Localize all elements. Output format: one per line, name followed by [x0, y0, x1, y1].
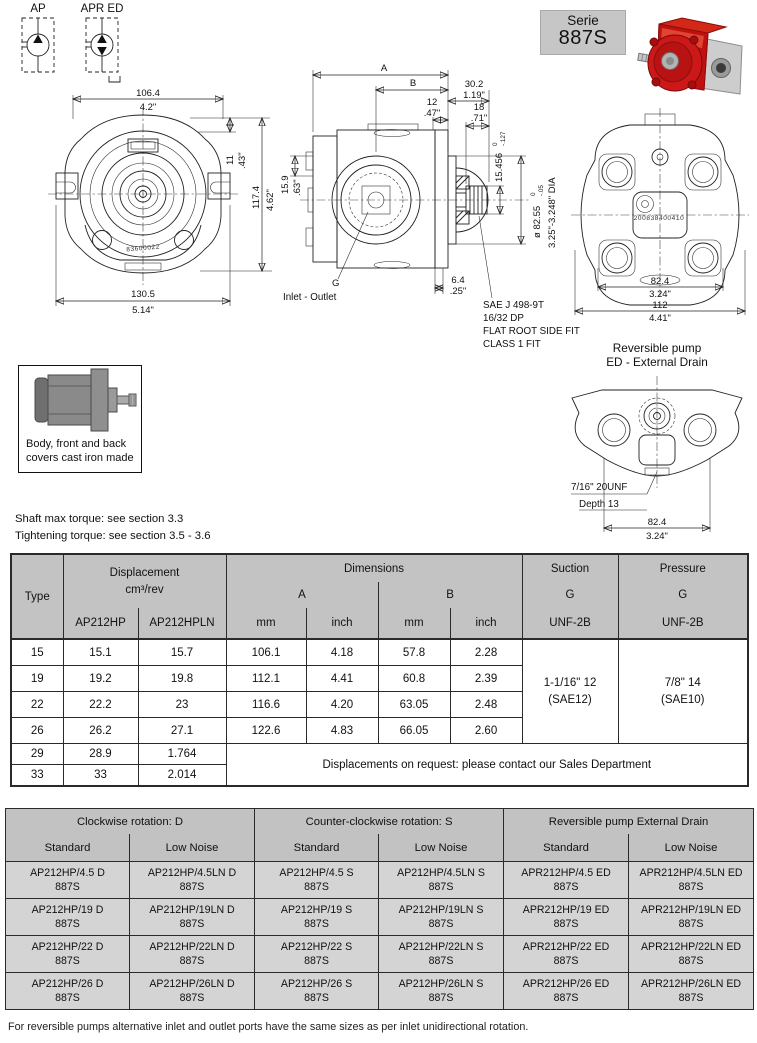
side-dim-30-2	[448, 79, 489, 182]
shaft-torque-note: Shaft max torque: see section 3.3	[15, 513, 184, 525]
svg-text:CLASS 1 FIT: CLASS 1 FIT	[483, 339, 541, 350]
table-row: 22 22.2 23 116.6 4.20 63.05 2.48	[11, 692, 748, 718]
apred-pump-symbol-icon	[86, 18, 120, 82]
sub-low-noise: Low Noise	[629, 834, 754, 862]
sub-standard: Standard	[504, 834, 629, 862]
svg-text:3.24": 3.24"	[646, 531, 668, 542]
group-counter-clockwise: Counter-clockwise rotation: S	[255, 809, 504, 835]
col-b: B	[378, 582, 522, 608]
front-dim-width	[73, 88, 223, 119]
svg-text:82.4: 82.4	[650, 276, 670, 287]
cast-iron-note-box	[18, 365, 142, 473]
table-row	[6, 936, 754, 973]
order-code: AP212HP/4.5LN S 887S	[379, 862, 504, 899]
ordering-code-table	[5, 808, 753, 1010]
side-dim-18	[466, 102, 489, 184]
svg-text:SAE J 498-9T: SAE J 498-9T	[483, 300, 544, 311]
order-code: AP212HP/19 S 887S	[255, 899, 379, 936]
order-code: AP212HP/26LN D 887S	[130, 973, 255, 1010]
col-pressure-g: G	[618, 582, 748, 608]
col-displacement: Displacement cm³/rev	[63, 554, 226, 608]
svg-text:3.25"-3.248" DIA: 3.25"-3.248" DIA	[547, 177, 558, 248]
svg-text:112: 112	[652, 300, 668, 311]
hydraulic-symbols	[8, 0, 136, 92]
col-a-mm: mm	[226, 608, 306, 639]
sub-standard: Standard	[255, 834, 379, 862]
svg-text:6.4: 6.4	[451, 275, 465, 286]
order-code: APR212HP/4.5 ED 887S	[504, 862, 629, 899]
svg-text:16/32 DP: 16/32 DP	[483, 313, 524, 324]
cast-iron-pump-icon	[19, 366, 139, 434]
table-row: 15 15.1 15.7 106.1 4.18 57.8 2.28 1-1/16" 12 (SAE12) 7/8" 14 (SAE10)	[11, 639, 748, 666]
group-reversible: Reversible pump External Drain	[504, 809, 754, 835]
svg-text:-.05: -.05	[538, 185, 545, 196]
svg-text:117.4: 117.4	[251, 185, 262, 209]
svg-text:Inlet - Outlet: Inlet - Outlet	[283, 292, 337, 303]
pressure-value: 7/8" 14 (SAE10)	[618, 639, 748, 744]
svg-text:.43": .43"	[237, 152, 248, 169]
svg-text:15.9: 15.9	[280, 175, 291, 194]
order-code: AP212HP/26 D 887S	[6, 973, 130, 1010]
front-view-drawing	[40, 85, 285, 320]
svg-text:G: G	[332, 278, 340, 289]
reversible-pump-drawing	[557, 338, 757, 550]
col-a-inch: inch	[306, 608, 378, 639]
svg-text:106.4: 106.4	[136, 88, 160, 99]
order-code: AP212HP/22LN S 887S	[379, 936, 504, 973]
col-ap212hp: AP212HP	[63, 608, 138, 639]
col-dimensions: Dimensions	[226, 554, 522, 582]
svg-text:3.24": 3.24"	[649, 289, 671, 300]
order-code: AP212HP/4.5 S 887S	[255, 862, 379, 899]
svg-text:7/16" 20UNF: 7/16" 20UNF	[571, 482, 628, 493]
order-code: APR212HP/4.5LN ED 887S	[629, 862, 754, 899]
svg-text:4.2": 4.2"	[139, 102, 157, 113]
svg-text:.25": .25"	[449, 286, 467, 297]
order-code: AP212HP/4.5LN D 887S	[130, 862, 255, 899]
reversible-body	[572, 376, 742, 488]
svg-text:.71": .71"	[470, 113, 488, 124]
svg-text:Depth 13: Depth 13	[579, 499, 619, 510]
svg-text:1.19": 1.19"	[463, 90, 485, 101]
svg-text:15.456: 15.456	[494, 152, 505, 182]
torque-notes	[15, 511, 211, 545]
dimensions-table	[10, 553, 747, 787]
table-row: 19 19.2 19.8 112.1 4.41 60.8 2.39	[11, 666, 748, 692]
suction-value: 1-1/16" 12 (SAE12)	[522, 639, 618, 744]
svg-text:.63": .63"	[292, 179, 303, 196]
table-row: 33 33 2.014	[11, 765, 748, 787]
svg-text:11: 11	[225, 155, 236, 165]
order-code: AP212HP/4.5 D 887S	[6, 862, 130, 899]
order-code: APR212HP/22LN ED 887S	[629, 936, 754, 973]
cast-iron-note: Body, front and back covers cast iron made	[26, 438, 134, 464]
side-view-drawing	[280, 60, 594, 352]
apred-symbol-label: APR ED	[80, 3, 124, 15]
svg-text:0: 0	[492, 142, 499, 146]
sub-low-noise: Low Noise	[379, 834, 504, 862]
displacements-request-note: Displacements on request: please contact our Sales Department	[226, 744, 748, 787]
side-dim-6-4	[435, 268, 466, 297]
table-row: 26 26.2 27.1 122.6 4.83 66.05 2.60	[11, 718, 748, 744]
table-row	[6, 973, 754, 1010]
order-code: AP212HP/19LN D 887S	[130, 899, 255, 936]
col-ap212hpln: AP212HPLN	[138, 608, 226, 639]
order-code: APR212HP/26LN ED 887S	[629, 973, 754, 1010]
side-port-callout	[283, 212, 368, 303]
svg-text:B: B	[409, 78, 417, 89]
order-code: AP212HP/26 S 887S	[255, 973, 379, 1010]
footer-note: For reversible pumps alternative inlet and outlet ports have the same sizes as per inlet unidirectional rotation.	[8, 1021, 529, 1033]
tightening-torque-note: Tightening torque: see section 3.5 - 3.6	[15, 529, 211, 542]
drain-icon	[109, 76, 120, 82]
series-label: Serie	[567, 13, 599, 28]
order-code: AP212HP/19 D 887S	[6, 899, 130, 936]
svg-text:FLAT ROOT SIDE FIT: FLAT ROOT SIDE FIT	[483, 326, 580, 337]
reversible-title-1: Reversible pump	[612, 341, 702, 355]
order-code: APR212HP/26 ED 887S	[504, 973, 629, 1010]
order-code: AP212HP/22LN D 887S	[130, 936, 255, 973]
col-suction-g: G	[522, 582, 618, 608]
svg-text:.47": .47"	[423, 108, 441, 119]
front-view-body	[48, 107, 238, 285]
side-dim-pilot	[456, 156, 558, 248]
back-cast-code: 200838400410	[633, 215, 685, 222]
reversible-drain-callout	[571, 472, 657, 510]
col-suction-unf: UNF-2B	[522, 608, 618, 639]
svg-text:A: A	[380, 63, 388, 74]
reversible-title-2: ED - External Drain	[606, 355, 708, 369]
table-row: 29 28.9 1.764 Displacements on request: please contact our Sales Department	[11, 744, 748, 765]
back-view-drawing	[565, 100, 757, 328]
side-dim-shaft	[487, 131, 507, 214]
ap-pump-symbol-icon	[22, 18, 54, 72]
ap-symbol-label: AP	[30, 3, 46, 15]
svg-text:4.62": 4.62"	[265, 189, 276, 211]
order-code: APR212HP/19LN ED 887S	[629, 899, 754, 936]
pump-photo	[632, 8, 754, 108]
svg-text:-.127: -.127	[500, 131, 507, 146]
order-code: AP212HP/22 D 887S	[6, 936, 130, 973]
order-code: AP212HP/22 S 887S	[255, 936, 379, 973]
col-b-inch: inch	[450, 608, 522, 639]
svg-text:5.14": 5.14"	[132, 305, 154, 316]
svg-text:12: 12	[426, 97, 438, 108]
order-code: AP212HP/19LN S 887S	[379, 899, 504, 936]
sub-standard: Standard	[6, 834, 130, 862]
order-code: APR212HP/19 ED 887S	[504, 899, 629, 936]
front-cast-code: 83600022	[126, 243, 161, 254]
svg-text:18: 18	[473, 102, 485, 113]
group-clockwise: Clockwise rotation: D	[6, 809, 255, 835]
svg-text:0: 0	[530, 192, 537, 196]
sub-low-noise: Low Noise	[130, 834, 255, 862]
table-row	[6, 862, 754, 899]
series-number: 887S	[558, 27, 608, 50]
table-row	[6, 899, 754, 936]
col-pressure: Pressure	[618, 554, 748, 582]
order-code: AP212HP/26LN S 887S	[379, 973, 504, 1010]
svg-text:ø 82.55: ø 82.55	[532, 205, 543, 238]
col-b-mm: mm	[378, 608, 450, 639]
series-badge	[540, 10, 626, 55]
svg-text:130.5: 130.5	[131, 289, 155, 300]
col-suction: Suction	[522, 554, 618, 582]
svg-text:4.41": 4.41"	[649, 313, 671, 324]
svg-text:30.2: 30.2	[464, 79, 484, 90]
col-pressure-unf: UNF-2B	[618, 608, 748, 639]
col-type: Type	[11, 554, 63, 639]
col-a: A	[226, 582, 378, 608]
order-code: APR212HP/22 ED 887S	[504, 936, 629, 973]
side-dim-12	[424, 97, 448, 130]
front-dim-height	[200, 118, 276, 271]
svg-text:82.4: 82.4	[647, 517, 667, 528]
